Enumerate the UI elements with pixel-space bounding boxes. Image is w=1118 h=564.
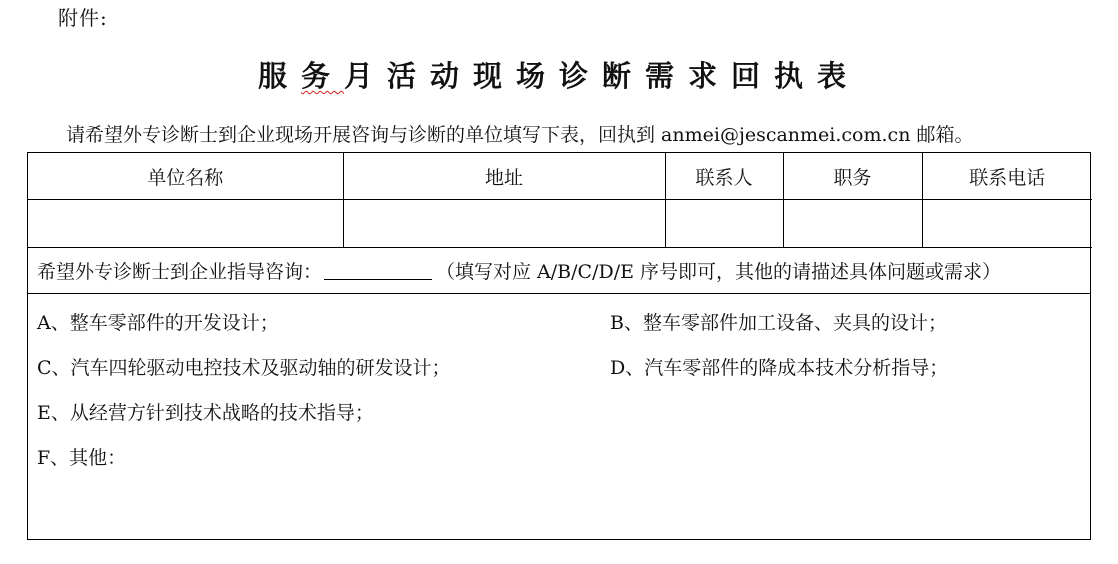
receipt-form xyxy=(27,152,1091,540)
position-cell[interactable] xyxy=(783,200,922,248)
table-input-row xyxy=(28,200,1092,248)
header-position: 职务 xyxy=(783,153,922,200)
unit-name-cell[interactable] xyxy=(28,200,343,248)
option-c: C、汽车四轮驱动电控技术及驱动轴的研发设计； xyxy=(37,357,451,379)
page-title xyxy=(0,54,1118,95)
option-d: D、汽车零部件的降成本技术分析指导； xyxy=(610,357,949,379)
title-wavy-char: 务 xyxy=(300,59,344,93)
header-address: 地址 xyxy=(343,153,665,200)
intro-text: 请希望外专诊断士到企业现场开展咨询与诊断的单位填写下表，回执到 anmei@jescanmei.com.cn 邮箱。 xyxy=(66,124,974,146)
phone-cell[interactable] xyxy=(922,200,1092,248)
need-suffix: （填写对应 A/B/C/D/E 序号即可，其他的请描述具体问题或需求） xyxy=(436,261,1002,283)
table-header-row xyxy=(28,153,1092,200)
option-b: B、整车零部件加工设备、夹具的设计； xyxy=(610,312,947,334)
need-prefix: 希望外专诊断士到企业指导咨询： xyxy=(37,261,323,283)
option-e: E、从经营方针到技术战略的技术指导； xyxy=(37,402,374,424)
contact-cell[interactable] xyxy=(665,200,783,248)
title-part2: 月活动现场诊断需求回执表 xyxy=(344,59,861,93)
title-part1: 服 xyxy=(257,59,301,93)
attachment-label: 附件: xyxy=(58,6,108,30)
header-contact: 联系人 xyxy=(665,153,783,200)
option-f: F、其他： xyxy=(37,447,127,469)
header-phone: 联系电话 xyxy=(922,153,1092,200)
address-cell[interactable] xyxy=(343,200,665,248)
option-a: A、整车零部件的开发设计； xyxy=(37,312,279,334)
need-blank-field[interactable] xyxy=(324,261,432,280)
info-table xyxy=(28,153,1092,248)
need-row xyxy=(28,248,1090,294)
header-unit-name: 单位名称 xyxy=(28,153,343,200)
